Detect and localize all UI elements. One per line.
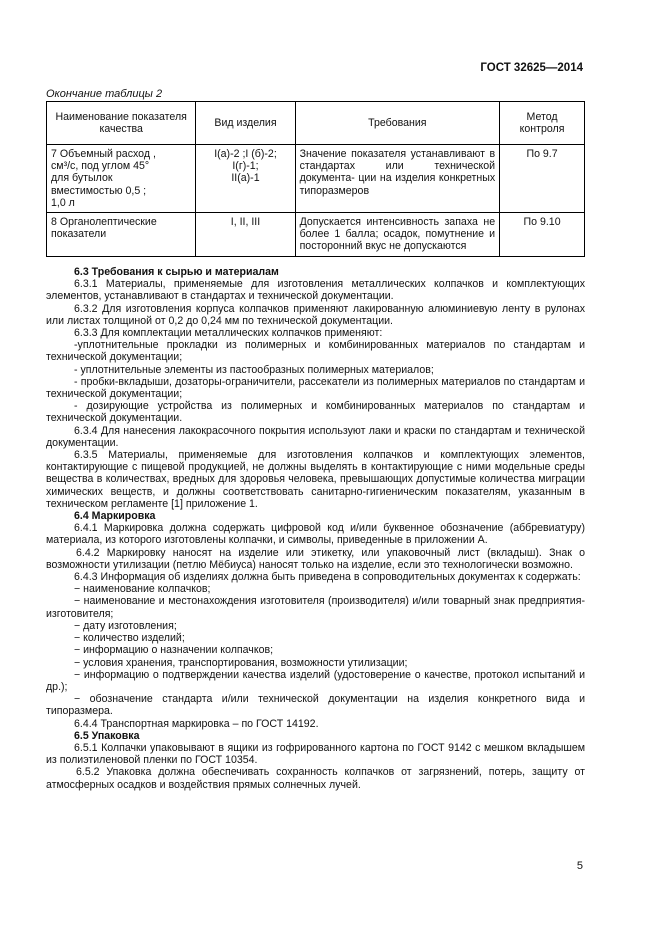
cell-line: 7 Объемный расход , (51, 148, 156, 160)
list-item: − информацию о подтверждении качества изделий (удостоверение о качестве, протокол испытаний и др.); (46, 668, 585, 693)
table-caption: Окончание таблицы 2 (46, 88, 163, 100)
cell-requirements: Допускается интенсивность запаха не более 1 балла; осадок, помутнение и посторонний вкус не допускаются (295, 213, 500, 257)
cell-line: I(a)-2 ;I (б)-2; (214, 148, 277, 160)
list-item: − наименование колпачков; (74, 583, 211, 596)
cell-product-type (196, 145, 295, 213)
standard-header: ГОСТ 32625—2014 (480, 62, 583, 74)
list-item: − количество изделий; (74, 632, 185, 645)
requirements-table (46, 101, 585, 257)
paragraph: 6.4.2 Маркировку наносят на изделие или этикетку, или упаковочный лист (вкладыш). Знак о возможности утилизации (петлю Мёбиуса) наносят только на изделие, если это технологически возможно. (46, 546, 585, 571)
cell-test-method: По 9.10 (500, 213, 585, 257)
table-header-row (47, 102, 585, 145)
paragraph: 6.3.5 Материалы, применяемые для изготовления колпачков и комплектующих элементов, контактирующие с пищевой продукцией, не должны выделять в контактирующие с ними модельные среды вещества в количествах, вредных для здоровья человека, превышающих допустимые количества миграции химических веществ, и должны соответствовать санитарно-гигиеническим показателям, указанным в техническом регламенте [1] приложение 1. (46, 449, 585, 510)
column-header-requirements: Требования (295, 102, 500, 145)
cell-line: I, II, III (230, 216, 261, 229)
cell-line: I(г)-1; (232, 160, 259, 173)
list-item: - уплотнительные элементы из пастообразных полимерных материалов; (74, 363, 434, 376)
paragraph: 6.3.2 Для изготовления корпуса колпачков применяют лакированную алюминиевую ленту в рулонах или листах толщиной от 0,2 до 0,24 мм по технической документации. (46, 302, 585, 327)
paragraph: 6.3.1 Материалы, применяемые для изготовления металлических колпачков и комплектующих элементов, устанавливают в стандартах и технической документации. (46, 278, 585, 303)
cell-test-method: По 9.7 (500, 145, 585, 213)
list-item: -уплотнительные прокладки из полимерных и комбинированных материалов по стандартам и технической документации; (46, 339, 585, 364)
cell-line: для бутылок (51, 172, 113, 185)
column-header-product-type: Вид изделия (196, 102, 295, 145)
paragraph: 6.4.3 Информация об изделиях должна быть приведена в сопроводительных документах к содержать: (74, 571, 581, 584)
table-row (47, 145, 585, 213)
list-item: - пробки-вкладыши, дозаторы-ограничители, рассекатели из полимерных материалов по стандартам и технической документации; (46, 375, 585, 401)
cell-line: 8 Органолептические (51, 216, 157, 229)
cell-indicator (47, 145, 196, 213)
list-item: − дату изготовления; (74, 619, 177, 632)
paragraph: 6.5.2 Упаковка должна обеспечивать сохранность колпачков от загрязнений, потерь, защиту от атмосферных осадков и воздействия прямых солнечных лучей. (46, 766, 585, 791)
page-number: 5 (576, 860, 583, 872)
document-body (46, 266, 585, 791)
cell-line: см³/с, под углом 45° (51, 160, 150, 173)
paragraph: 6.5.1 Колпачки упаковывают в ящики из гофрированного картона по ГОСТ 9142 с мешком вкладышем из полиэтиленовой пленки по ГОСТ 10354. (46, 741, 585, 767)
table-row (47, 213, 585, 257)
paragraph: 6.3.4 Для нанесения лакокрасочного покрытия используют лаки и краски по стандартам и технической документации. (46, 424, 585, 449)
section-heading: 6.5 Упаковка (74, 729, 140, 742)
list-item: − информацию о назначении колпачков; (74, 644, 274, 657)
section-heading: 6.3 Требования к сырью и материалам (74, 266, 279, 278)
list-item: - дозирующие устройства из полимерных и комбинированных материалов по стандартам и технической документации. (46, 400, 585, 425)
cell-line: показатели (51, 228, 107, 241)
column-header-indicator: Наименование показателя качества (47, 102, 196, 145)
cell-line: вместимостью 0,5 ; (51, 184, 147, 197)
cell-line: 1,0 л (51, 196, 75, 209)
list-item: − условия хранения, транспортирования, возможности утилизации; (74, 656, 408, 669)
paragraph: 6.4.1 Маркировка должна содержать цифровой код и/или буквенное обозначение (аббревиатуру) материала, из которого изготовлены колпачки, и символы, приведенные в приложении А. (46, 522, 585, 547)
paragraph: 6.4.4 Транспортная маркировка – по ГОСТ 14192. (74, 717, 319, 730)
cell-product-type (196, 213, 295, 257)
cell-indicator (47, 213, 196, 257)
cell-line: II(а)-1 (231, 172, 260, 185)
cell-requirements: Значение показателя устанавливают в стандартах или технической документа- ции на изделия конкретных типоразмеров (295, 145, 500, 213)
list-item: − обозначение стандарта и/или технической документации на изделия конкретного вида и типоразмера. (46, 693, 585, 718)
section-heading: 6.4 Маркировка (74, 510, 156, 523)
paragraph: 6.3.3 Для комплектации металлических колпачков применяют: (74, 327, 383, 340)
list-item: − наименование и местонахождения изготовителя (производителя) и/или товарный знак предприятия-изготовителя; (46, 595, 585, 620)
column-header-test-method: Метод контроля (500, 102, 585, 145)
